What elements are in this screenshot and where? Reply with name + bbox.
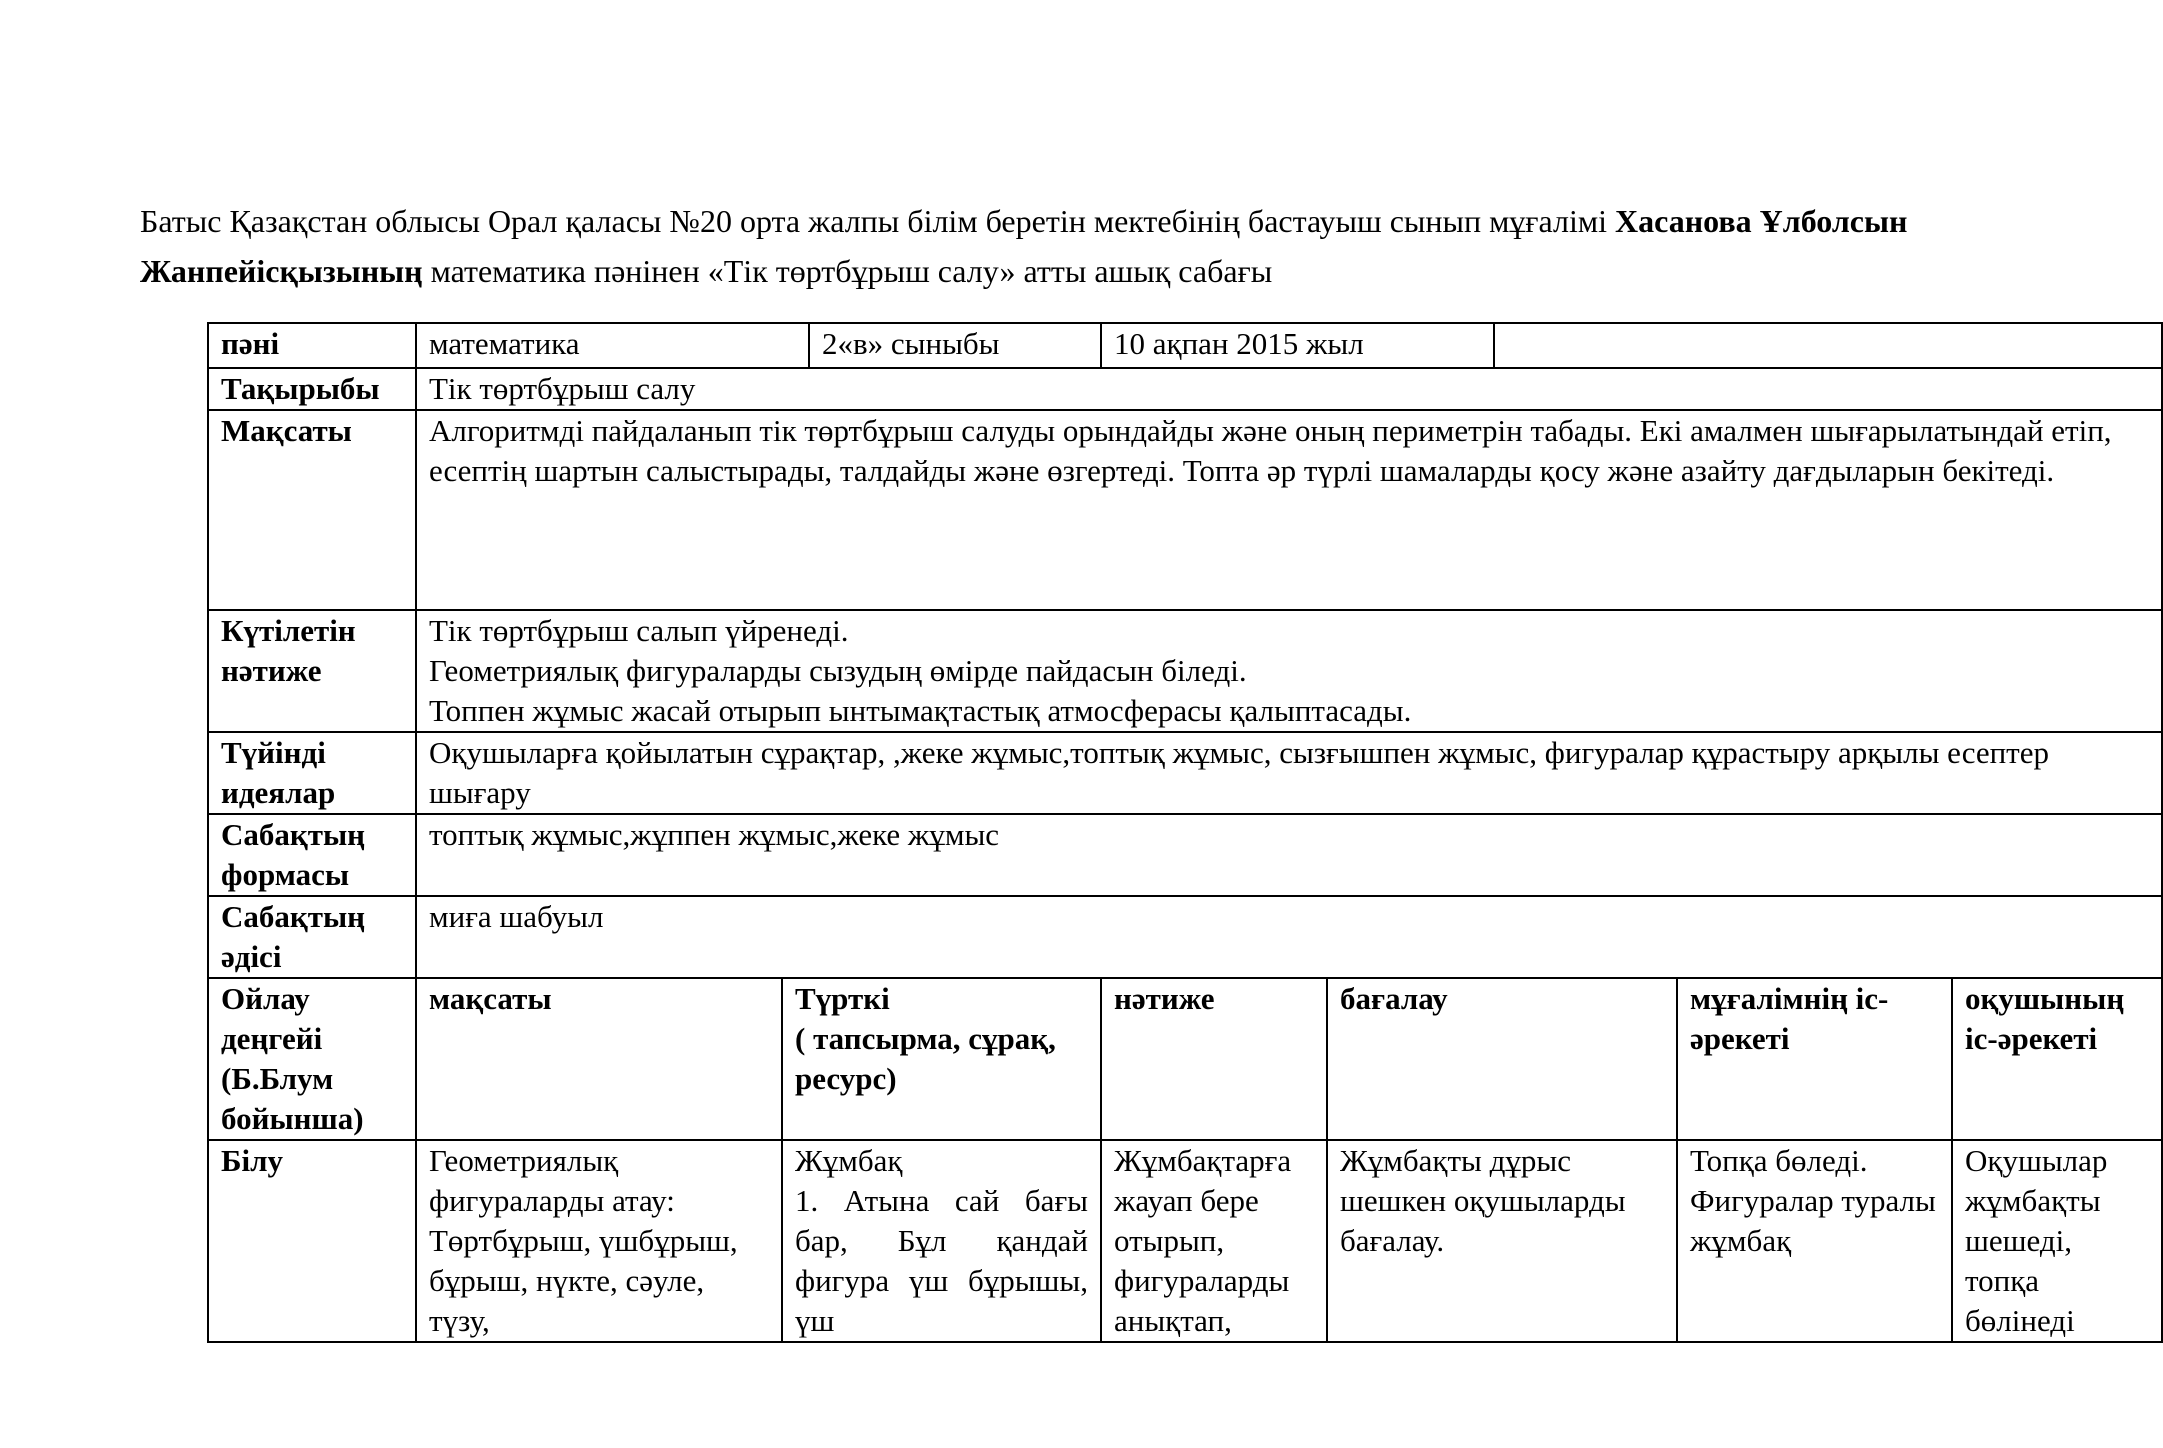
- intro-line1: Батыс Қазақстан облысы Орал қаласы №20 орта жалпы білім беретін мектебінің бастауыш сынып мұғалімі: [140, 203, 1607, 239]
- task-header: Түрткі ( тапсырма, сұрақ, ресурс): [782, 978, 1101, 1140]
- class-value: 2«в» сыныбы: [809, 323, 1101, 368]
- know-result: Жұмбақтарға жауап бере отырып, фигураларды анықтап,: [1101, 1140, 1327, 1342]
- student-header: оқушының іс-әрекеті: [1952, 978, 2162, 1140]
- table-row: [208, 814, 2162, 896]
- result-header: нәтиже: [1101, 978, 1327, 1140]
- know-assess: Жұмбақты дұрыс шешкен оқушыларды бағалау.: [1327, 1140, 1677, 1342]
- goal-header: мақсаты: [416, 978, 782, 1140]
- table-row: [208, 368, 2162, 410]
- table-row: [208, 410, 2162, 610]
- lesson-plan-table: [207, 322, 2163, 1343]
- know-student: Оқушылар жұмбақты шешеді, топқа бөлінеді: [1952, 1140, 2162, 1342]
- topic-label: Тақырыбы: [208, 368, 416, 410]
- result-label: Күтілетін нәтиже: [208, 610, 416, 732]
- table-row: [208, 323, 2162, 368]
- form-value: топтық жұмыс,жұппен жұмыс,жеке жұмыс: [416, 814, 2162, 896]
- ideas-label: Түйінді идеялар: [208, 732, 416, 814]
- teacher-header: мұғалімнің іс-әрекеті: [1677, 978, 1952, 1140]
- subject-label: пәні: [208, 323, 416, 368]
- form-label: Сабақтың формасы: [208, 814, 416, 896]
- subject-value: математика: [416, 323, 809, 368]
- goal-value: Алгоритмді пайдаланып тік төртбұрыш салуды орындайды және оның периметрін табады. Екі амалмен шығарылатындай етіп, есептің шартын салыстырады, талдайды және өзгертеді. Топта әр түрлі шамаларды қосу және азайту дағдыларын бекітеді.: [416, 410, 2162, 610]
- know-task: Жұмбақ 1. Атына сай бағы бар, Бұл қандай фигура үш бұрышы, үш: [782, 1140, 1101, 1342]
- table-row: [208, 896, 2162, 978]
- date-value: 10 ақпан 2015 жыл: [1101, 323, 1494, 368]
- header-row: [208, 978, 2162, 1140]
- author-name: Хасанова Ұлболсын Жанпейісқызының: [140, 203, 1908, 289]
- know-level: Білу: [208, 1140, 416, 1342]
- table-row: [208, 610, 2162, 732]
- know-goal: Геометриялық фигураларды атау: Төртбұрыш, үшбұрыш, бұрыш, нүкте, сәуле, түзу,: [416, 1140, 782, 1342]
- intro-line2: математика пәнінен «Тік төртбұрыш салу» атты ашық сабағы: [430, 253, 1273, 289]
- method-label: Сабақтың әдісі: [208, 896, 416, 978]
- empty-cell: [1494, 323, 2162, 368]
- assess-header: бағалау: [1327, 978, 1677, 1140]
- method-value: миға шабуыл: [416, 896, 2162, 978]
- ideas-value: Оқушыларға қойылатын сұрақтар, ,жеке жұмыс,топтық жұмыс, сызғышпен жұмыс, фигуралар құрастыру арқылы есептер шығару: [416, 732, 2162, 814]
- topic-value: Тік төртбұрыш салу: [416, 368, 2162, 410]
- document-intro: [140, 196, 1940, 296]
- level-header: Ойлау деңгейі (Б.Блум бойынша): [208, 978, 416, 1140]
- know-teacher: Топқа бөледі. Фигуралар туралы жұмбақ: [1677, 1140, 1952, 1342]
- goal-label: Мақсаты: [208, 410, 416, 610]
- result-value: Тік төртбұрыш салып үйренеді. Геометриялық фигураларды сызудың өмірде пайдасын біледі. Топпен жұмыс жасай отырып ынтымақтастық атмосферасы қалыптасады.: [416, 610, 2162, 732]
- table-row: [208, 1140, 2162, 1342]
- table-row: [208, 732, 2162, 814]
